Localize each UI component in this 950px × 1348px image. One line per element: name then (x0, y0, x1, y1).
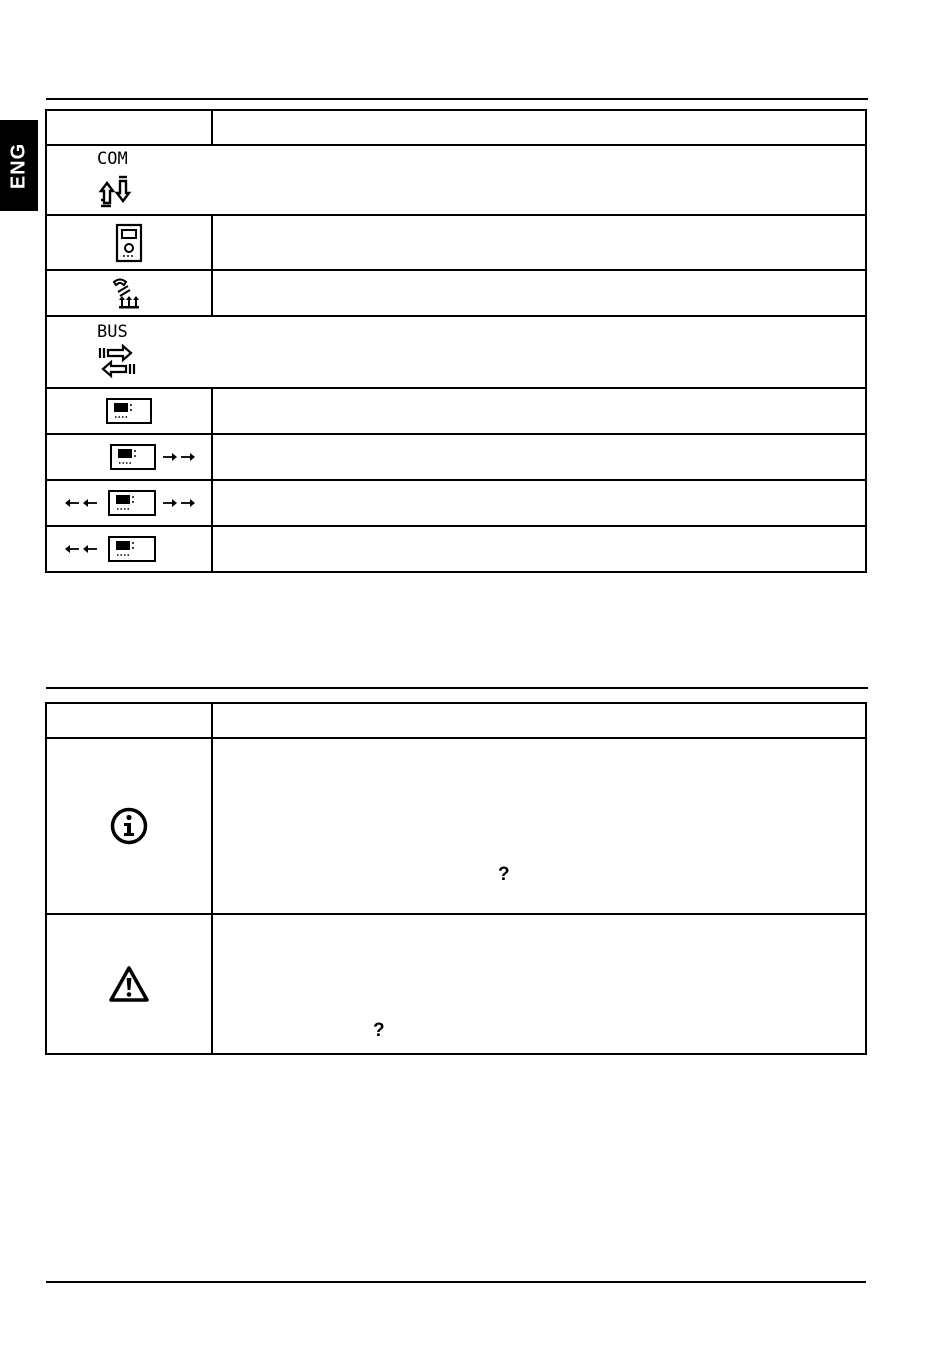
help-mark: ? (373, 1020, 385, 1041)
com-transfer-icon (97, 171, 135, 209)
table-row (46, 145, 866, 215)
table-row (46, 738, 866, 914)
description-cell (212, 215, 866, 270)
description-cell (212, 914, 866, 1054)
table-row (46, 434, 866, 480)
header-cell-description (212, 703, 866, 738)
symbol-cell (46, 480, 212, 526)
table-row (46, 316, 866, 388)
table-row (46, 914, 866, 1054)
monitor-icon (105, 397, 153, 425)
description-cell (212, 738, 866, 914)
table-row (46, 215, 866, 270)
description-cell (212, 388, 866, 434)
description-cell (212, 480, 866, 526)
header-cell-symbol (46, 703, 212, 738)
symbol-cell (46, 914, 212, 1054)
table-row (46, 388, 866, 434)
symbol-cell (46, 215, 212, 270)
description-cell (212, 270, 866, 316)
table-row (46, 270, 866, 316)
table-row (46, 526, 866, 572)
phone-signal-icon (111, 276, 147, 310)
symbol-cell (46, 526, 212, 572)
header-cell-symbol (46, 110, 212, 145)
symbol-cell (46, 388, 212, 434)
symbol-table-2 (45, 702, 867, 1055)
symbol-cell (46, 145, 866, 215)
description-cell (212, 434, 866, 480)
monitor-back-icon (61, 535, 157, 563)
language-tab-label: ENG (7, 142, 30, 189)
door-station-icon (115, 223, 143, 263)
language-tab (0, 120, 38, 211)
help-mark: ? (498, 864, 510, 885)
com-label: COM (97, 149, 128, 169)
header-cell-description (212, 110, 866, 145)
description-cell (212, 526, 866, 572)
table-header-row (46, 703, 866, 738)
symbol-cell (46, 316, 866, 388)
symbol-cell (46, 270, 212, 316)
footer-rule (46, 1281, 866, 1283)
monitor-both-icon (61, 489, 201, 517)
bus-label: BUS (97, 322, 128, 342)
top-rule (46, 98, 868, 100)
table-header-row (46, 110, 866, 145)
symbol-cell (46, 738, 212, 914)
info-icon (109, 806, 149, 846)
monitor-forward-icon (109, 443, 199, 471)
middle-rule (46, 687, 868, 689)
bus-transfer-icon (97, 344, 137, 382)
symbol-table-1 (45, 109, 867, 573)
table-row (46, 480, 866, 526)
symbol-cell (46, 434, 212, 480)
warning-icon (108, 965, 150, 1003)
